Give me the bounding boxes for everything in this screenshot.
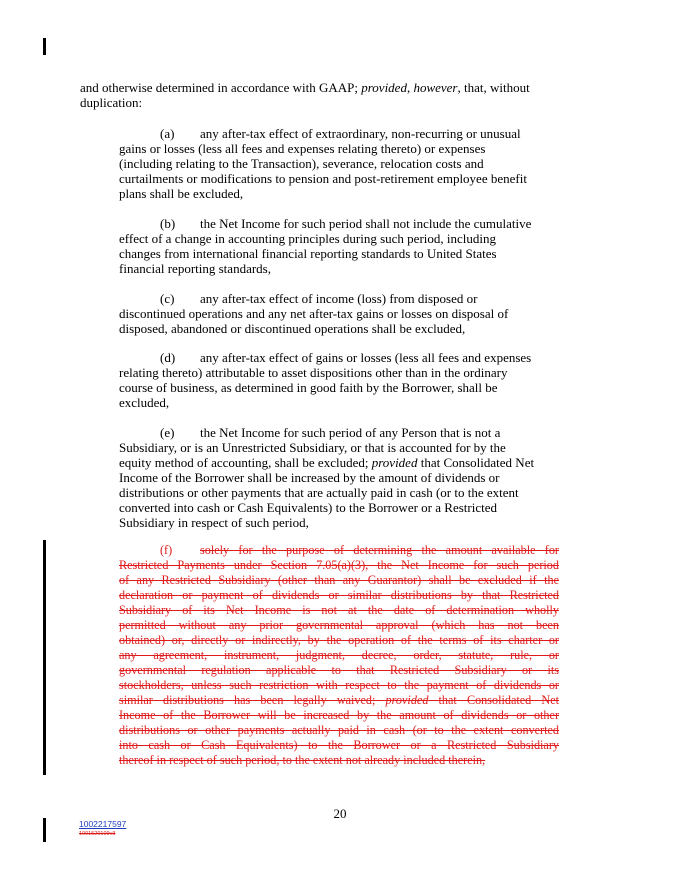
clause-b: (b) the Net Income for such period shall not include the cumulative effect of a change in accounting principles during such period, including changes from international financial reporting standards to United States financial reporting standards, <box>119 216 532 276</box>
page-number: 20 <box>333 806 347 821</box>
intro-line-1: and otherwise determined in accordance with GAAP; provided, however, that, without <box>80 80 530 95</box>
clause-label: (a) <box>160 126 175 141</box>
change-bar-top <box>43 38 46 55</box>
clause-a: (a) any after-tax effect of extraordinary, non-recurring or unusual gains or losses (less all fees and expenses relating thereto) or expenses (including relating to the Transaction), severance, relocation costs and curtailments or modifications to pension and post-retirement employee benefit plans shall be excluded, <box>119 126 527 201</box>
deleted-clause-f: (f) solely for the purpose of determining the amount available for Restricted Payments under Section 7.05(a)(3), the Net Income for such period of any Restricted Subsidiary (other than any Guarantor) shall be excluded if the declaration or payment of dividends or similar distributions by that Restricted Subsidiary of its Net Income is not at the date of determination wholly permitted without any prior governmental approval (which has not been obtained) or, directly or indirectly, by the operation of the terms of its charter or any agreement, instrument, judgment, decree, order, statute, rule, or governmental regulation applicable to that Restricted Subsidiary or its stockholders, unless such restriction with respect to the payment of dividends or similar distributions has been legally waived; provided that Consolidated Net Income of the Borrower will be increased by the amount of dividends or other distributions or other payments actually paid in cash (or to the extent converted into cash or Cash Equivalents) to the Borrower or a Restricted Subsidiary thereof in respect of such period, to the extent not already included therein, <box>119 543 559 767</box>
clause-label: (b) <box>160 216 176 231</box>
clause-label: (e) <box>160 425 175 440</box>
clause-e: (e) the Net Income for such period of any Person that is not a Subsidiary, or is an Unrestricted Subsidiary, or that is accounted for by the equity method of accounting, shall be excluded; provided that Consolidated Net Income of the Borrower shall be increased by the amount of dividends or distributions or other payments that are actually paid in cash (or to the extent converted into cash or Cash Equivalents) to the Borrower or a Restricted Subsidiary in respect of such period, <box>119 425 535 530</box>
clause-label: (d) <box>160 350 176 365</box>
clause-label: (c) <box>160 291 175 306</box>
intro-line-2: duplication: <box>80 95 143 110</box>
clause-d: (d) any after-tax effect of gains or losses (less all fees and expenses relating thereto) attributable to asset dispositions other than in the ordinary course of business, as determined in good faith by the Borrower, shall be excluded, <box>119 350 532 410</box>
document-id-deleted: 1001520109v3 <box>79 831 116 837</box>
intro-paragraph <box>80 80 530 110</box>
clause-c: (c) any after-tax effect of income (loss) from disposed or discontinued operations and any net after-tax gains or losses on disposal of disposed, abandoned or discontinued operations shall be excluded, <box>119 291 509 336</box>
change-bar-deleted-section <box>43 540 46 775</box>
clause-label: (f) <box>160 543 173 557</box>
document-id: 1002217597 <box>79 819 127 829</box>
